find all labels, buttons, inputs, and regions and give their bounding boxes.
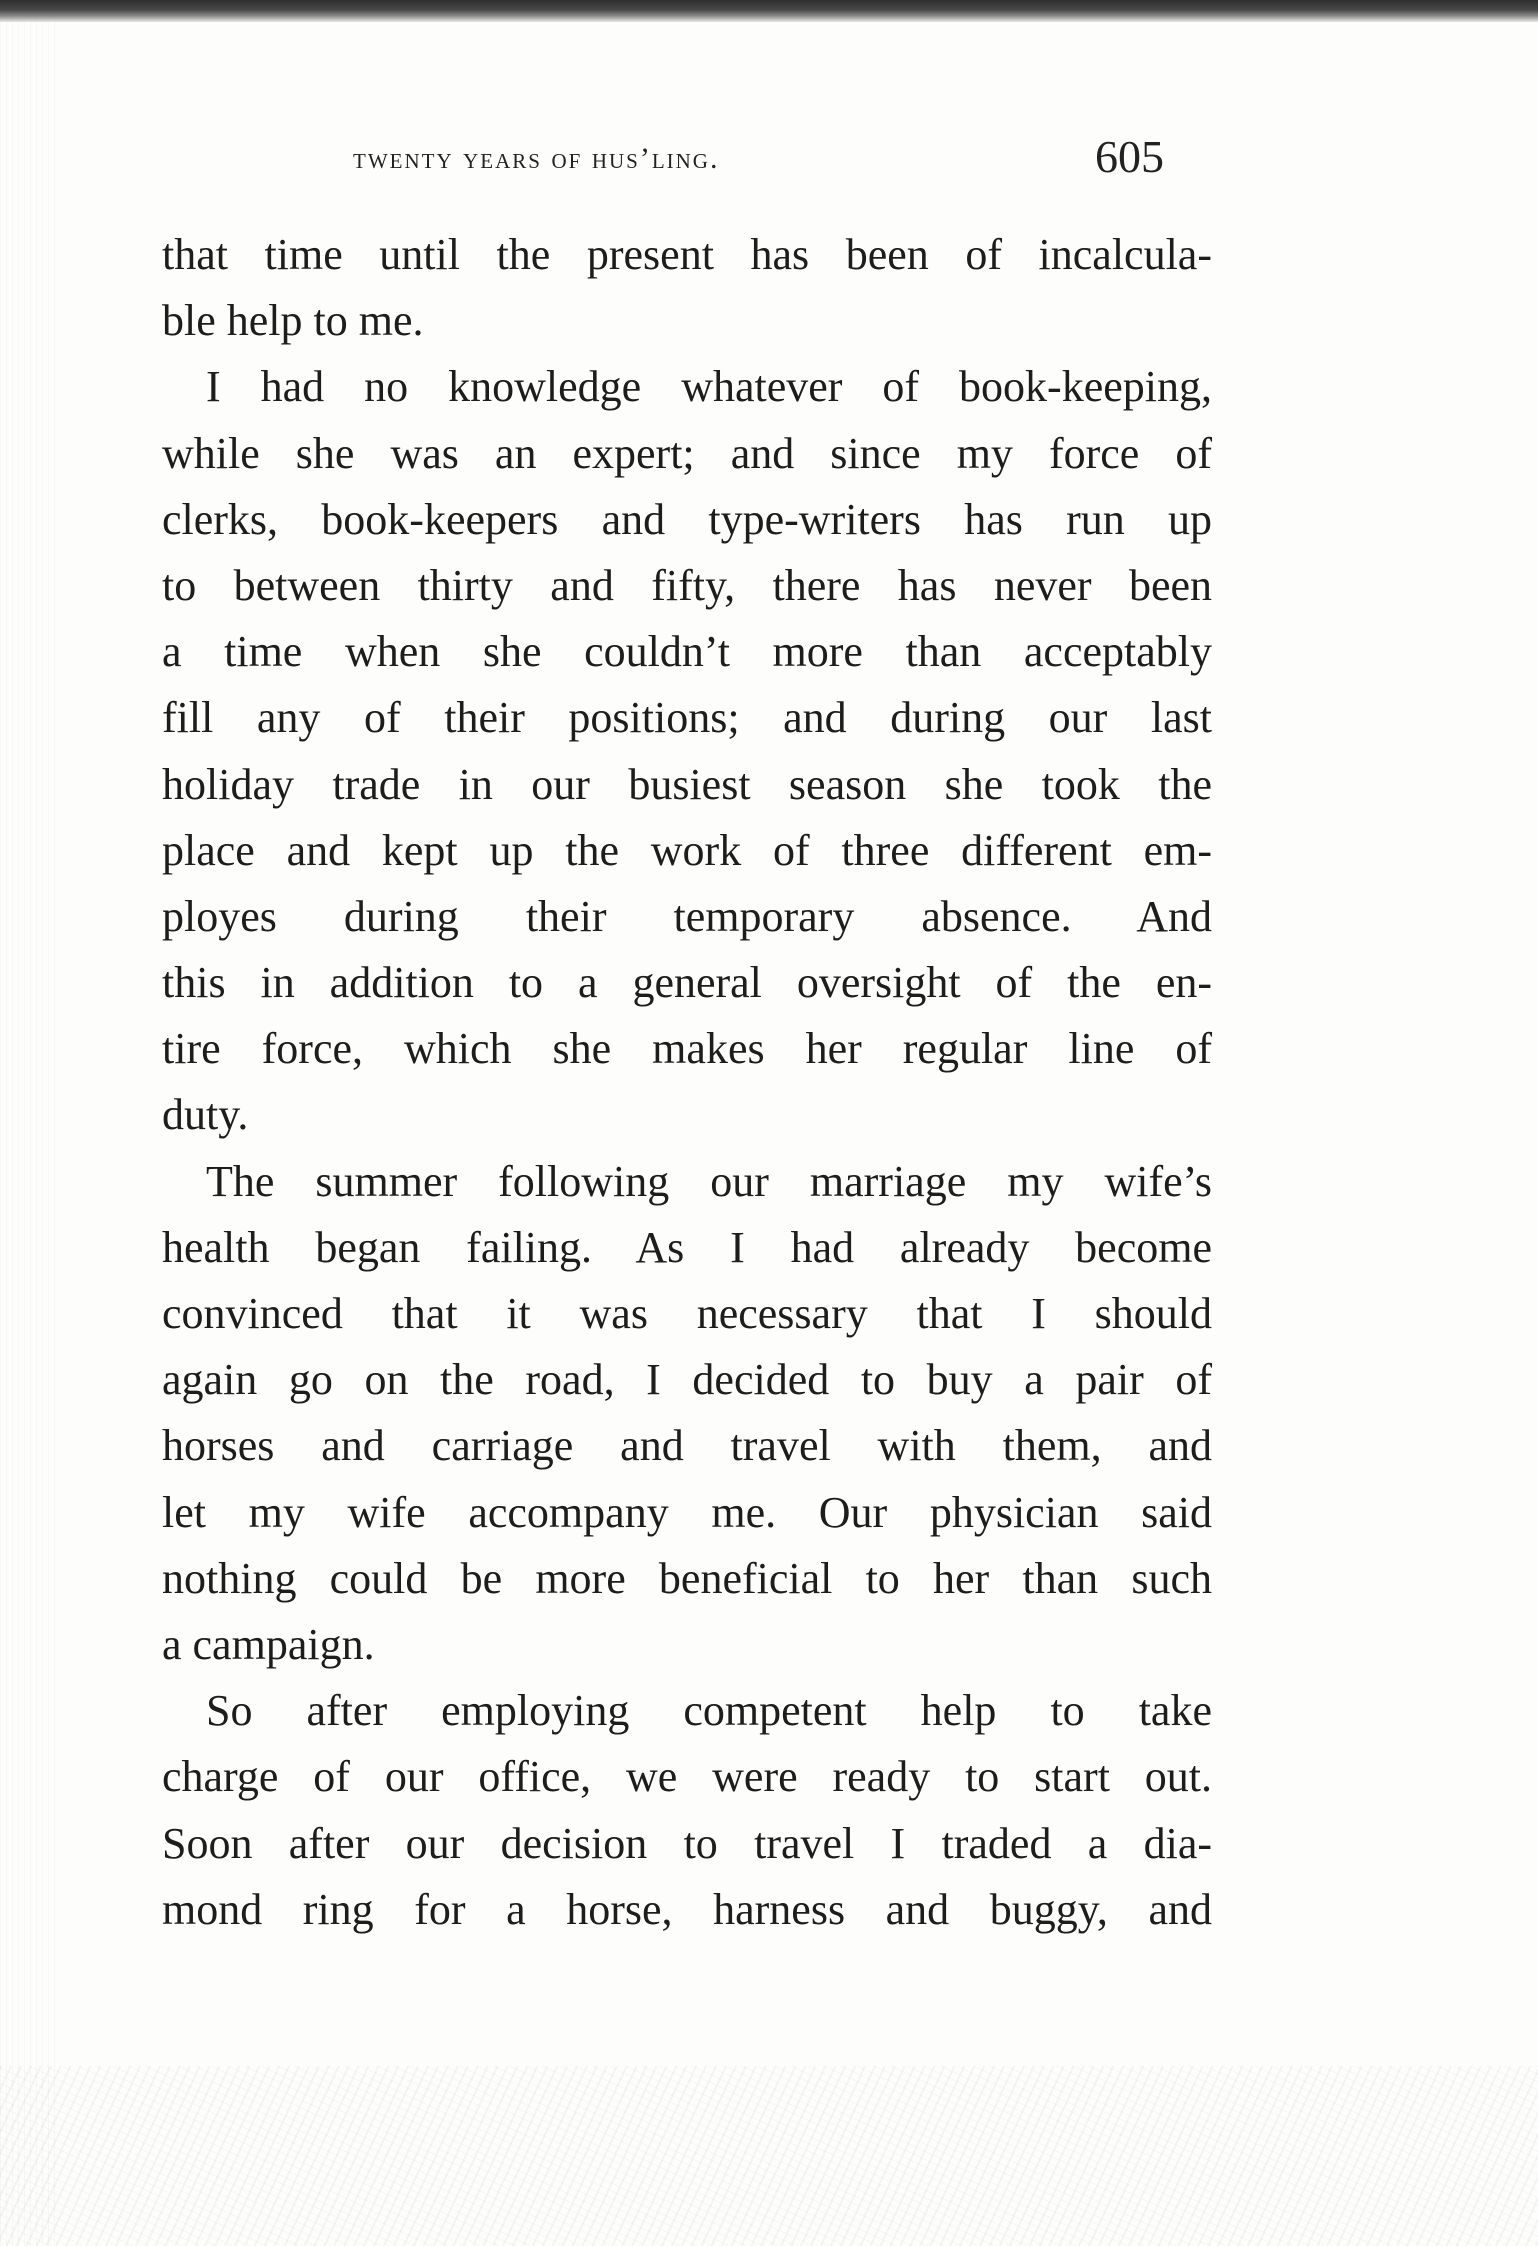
text-line: tire force, which she makes her regular line of (162, 1024, 1212, 1074)
text-line: convinced that it was necessary that I should (162, 1289, 1212, 1338)
text-line: nothing could be more beneficial to her than such (162, 1553, 1212, 1603)
text-line: this in addition to a general oversight of the en- (162, 958, 1212, 1008)
text-line: The summer following our marriage my wife’s (206, 1156, 1212, 1206)
scan-left-noise (0, 22, 60, 2246)
text-line: fill any of their positions; and during our last (162, 693, 1212, 743)
text-line: I had no knowledge whatever of book-keeping, (206, 362, 1212, 412)
page-number: 605 (1095, 131, 1164, 182)
text-line: a time when she couldn’t more than acceptably (162, 627, 1212, 677)
text-line: let my wife accompany me. Our physician said (162, 1487, 1212, 1537)
text-line: clerks, book-keepers and type-writers has run up (162, 494, 1212, 544)
scan-top-border (0, 0, 1538, 22)
text-line: charge of our office, we were ready to start out. (162, 1752, 1212, 1802)
text-line: holiday trade in our busiest season she took the (162, 759, 1212, 809)
text-line: Soon after our decision to travel I traded a dia- (162, 1818, 1212, 1868)
body-text (162, 222, 1212, 1943)
text-line: again go on the road, I decided to buy a pair of (162, 1355, 1212, 1405)
text-line: while she was an expert; and since my force of (162, 428, 1212, 478)
text-line: ployes during their temporary absence. And (162, 891, 1212, 941)
text-line: place and kept up the work of three different em- (162, 825, 1212, 875)
text-line: ble help to me. (162, 296, 424, 346)
text-line: horses and carriage and travel with them, and (162, 1421, 1212, 1471)
text-line: duty. (162, 1090, 249, 1140)
running-head (160, 130, 1240, 190)
text-line: So after employing competent help to take (206, 1686, 1212, 1736)
text-line: mond ring for a horse, harness and buggy, and (162, 1884, 1212, 1934)
text-line: to between thirty and fifty, there has never been (162, 560, 1212, 610)
text-line: that time until the present has been of incalcula- (162, 230, 1212, 279)
text-line: health began failing. As I had already become (162, 1222, 1212, 1272)
scan-bottom-noise (0, 2066, 1538, 2246)
running-title: twenty years of hus’ling. (353, 142, 720, 175)
text-line: a campaign. (162, 1619, 375, 1669)
